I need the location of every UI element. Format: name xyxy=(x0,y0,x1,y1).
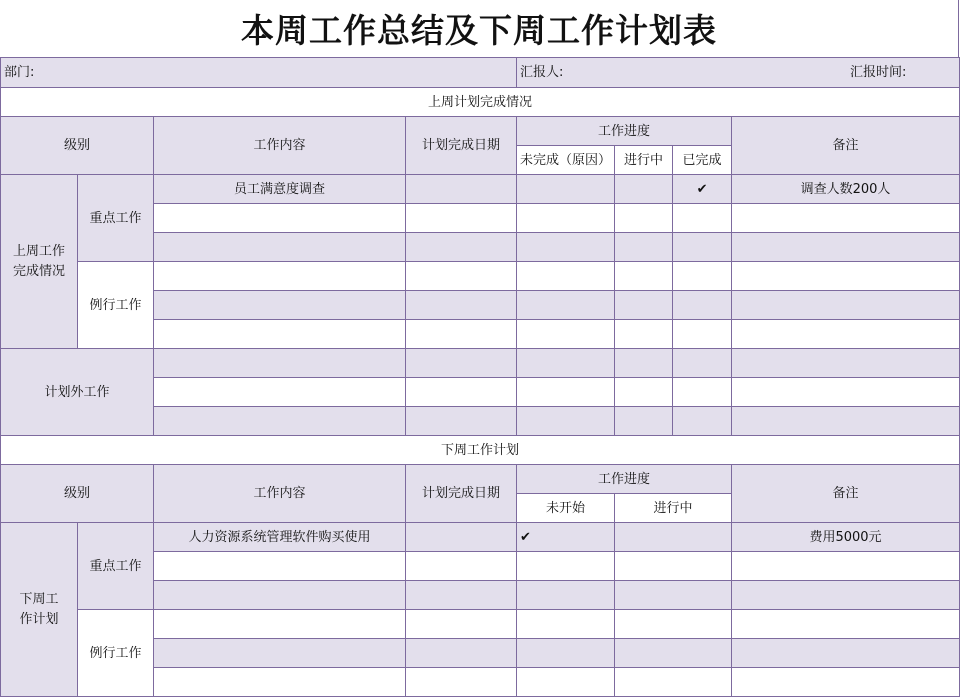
cell[interactable] xyxy=(406,552,517,581)
cell[interactable] xyxy=(732,610,960,639)
cell[interactable] xyxy=(406,291,517,320)
cell[interactable] xyxy=(732,233,960,262)
cell[interactable] xyxy=(154,552,406,581)
cell[interactable] xyxy=(615,291,673,320)
cell[interactable] xyxy=(406,204,517,233)
cell[interactable] xyxy=(615,349,673,378)
header-in-progress: 进行中 xyxy=(615,494,732,523)
cell[interactable] xyxy=(406,610,517,639)
cell[interactable] xyxy=(517,204,615,233)
reporter-label: 汇报人: xyxy=(520,65,564,80)
cell[interactable] xyxy=(732,378,960,407)
cell[interactable] xyxy=(615,320,673,349)
key-work-label: 重点工作 xyxy=(78,175,154,262)
table-row xyxy=(1,262,960,291)
cell[interactable] xyxy=(732,639,960,668)
cell[interactable] xyxy=(154,262,406,291)
unplanned-work-label: 计划外工作 xyxy=(1,349,154,436)
routine-work-label: 例行工作 xyxy=(78,610,154,697)
header-content: 工作内容 xyxy=(154,117,406,175)
section-title-next-week: 下周工作计划 xyxy=(1,436,960,465)
report-time-label: 汇报时间: xyxy=(850,65,907,80)
cell[interactable] xyxy=(673,407,732,436)
cell[interactable] xyxy=(615,668,732,697)
header-notes: 备注 xyxy=(732,117,960,175)
cell[interactable] xyxy=(517,407,615,436)
key-work-label: 重点工作 xyxy=(78,523,154,610)
header-level: 级别 xyxy=(1,465,154,523)
cell[interactable] xyxy=(406,233,517,262)
cell[interactable] xyxy=(673,291,732,320)
cell[interactable] xyxy=(732,552,960,581)
cell[interactable] xyxy=(154,204,406,233)
cell[interactable] xyxy=(732,291,960,320)
meta-row xyxy=(1,58,960,88)
cell[interactable] xyxy=(406,407,517,436)
cell-notes[interactable]: 费用5000元 xyxy=(732,523,960,552)
cell[interactable] xyxy=(517,552,615,581)
cell[interactable] xyxy=(406,639,517,668)
cell[interactable] xyxy=(154,320,406,349)
table-row xyxy=(1,175,960,204)
cell[interactable] xyxy=(406,668,517,697)
cell[interactable] xyxy=(732,407,960,436)
cell[interactable] xyxy=(732,320,960,349)
cell[interactable] xyxy=(673,320,732,349)
cell-notes[interactable]: 调查人数200人 xyxy=(732,175,960,204)
cell[interactable] xyxy=(673,262,732,291)
cell-due[interactable] xyxy=(406,175,517,204)
cell[interactable] xyxy=(673,378,732,407)
reporter-field[interactable] xyxy=(517,58,960,88)
cell[interactable] xyxy=(615,262,673,291)
cell[interactable] xyxy=(517,291,615,320)
cell[interactable] xyxy=(673,204,732,233)
cell[interactable] xyxy=(615,639,732,668)
table-row xyxy=(1,523,960,552)
cell[interactable] xyxy=(154,378,406,407)
cell[interactable] xyxy=(615,581,732,610)
cell[interactable] xyxy=(615,378,673,407)
header-level: 级别 xyxy=(1,117,154,175)
cell-content[interactable]: 人力资源系统管理软件购买使用 xyxy=(154,523,406,552)
cell[interactable] xyxy=(615,233,673,262)
cell[interactable] xyxy=(154,349,406,378)
group-label-last-week: 上周工作完成情况 xyxy=(1,175,78,349)
cell[interactable] xyxy=(615,610,732,639)
cell-done-check[interactable]: ✔ xyxy=(673,175,732,204)
header-progress: 工作进度 xyxy=(517,465,732,494)
cell[interactable] xyxy=(154,233,406,262)
cell-due[interactable] xyxy=(406,523,517,552)
cell[interactable] xyxy=(615,552,732,581)
cell[interactable] xyxy=(517,378,615,407)
cell[interactable] xyxy=(406,349,517,378)
cell[interactable] xyxy=(154,668,406,697)
cell[interactable] xyxy=(517,233,615,262)
cell-not-done[interactable] xyxy=(517,175,615,204)
cell[interactable] xyxy=(517,639,615,668)
cell[interactable] xyxy=(673,349,732,378)
cell[interactable] xyxy=(673,233,732,262)
header-not-started: 未开始 xyxy=(517,494,615,523)
cell[interactable] xyxy=(615,407,673,436)
cell[interactable] xyxy=(406,378,517,407)
header-notes: 备注 xyxy=(732,465,960,523)
page-title: 本周工作总结及下周工作计划表 xyxy=(0,0,959,57)
cell[interactable] xyxy=(406,581,517,610)
cell[interactable] xyxy=(517,262,615,291)
cell[interactable] xyxy=(732,581,960,610)
header-due-date: 计划完成日期 xyxy=(406,465,517,523)
cell[interactable] xyxy=(406,320,517,349)
cell[interactable] xyxy=(517,581,615,610)
cell[interactable] xyxy=(732,349,960,378)
cell[interactable] xyxy=(732,668,960,697)
cell[interactable] xyxy=(154,581,406,610)
cell[interactable] xyxy=(154,291,406,320)
cell[interactable] xyxy=(517,320,615,349)
header-done: 已完成 xyxy=(673,146,732,175)
cell-in-progress[interactable] xyxy=(615,523,732,552)
section-title-last-week: 上周计划完成情况 xyxy=(1,88,960,117)
header-not-done: 未完成（原因） xyxy=(517,146,615,175)
header-content: 工作内容 xyxy=(154,465,406,523)
report-table xyxy=(0,57,960,697)
cell[interactable] xyxy=(517,349,615,378)
table-row xyxy=(1,349,960,378)
cell-content[interactable]: 员工满意度调查 xyxy=(154,175,406,204)
header-progress: 工作进度 xyxy=(517,117,732,146)
header-due-date: 计划完成日期 xyxy=(406,117,517,175)
cell-not-started-check[interactable]: ✔ xyxy=(517,523,615,552)
cell[interactable] xyxy=(154,407,406,436)
cell[interactable] xyxy=(517,610,615,639)
cell[interactable] xyxy=(154,639,406,668)
cell[interactable] xyxy=(406,262,517,291)
table-row xyxy=(1,610,960,639)
group-label-next-week: 下周工作计划 xyxy=(1,523,78,697)
cell[interactable] xyxy=(732,262,960,291)
cell[interactable] xyxy=(615,204,673,233)
cell-in-progress[interactable] xyxy=(615,175,673,204)
cell[interactable] xyxy=(732,204,960,233)
cell[interactable] xyxy=(517,668,615,697)
header-in-progress: 进行中 xyxy=(615,146,673,175)
dept-field[interactable]: 部门: xyxy=(1,58,517,88)
routine-work-label: 例行工作 xyxy=(78,262,154,349)
cell[interactable] xyxy=(154,610,406,639)
